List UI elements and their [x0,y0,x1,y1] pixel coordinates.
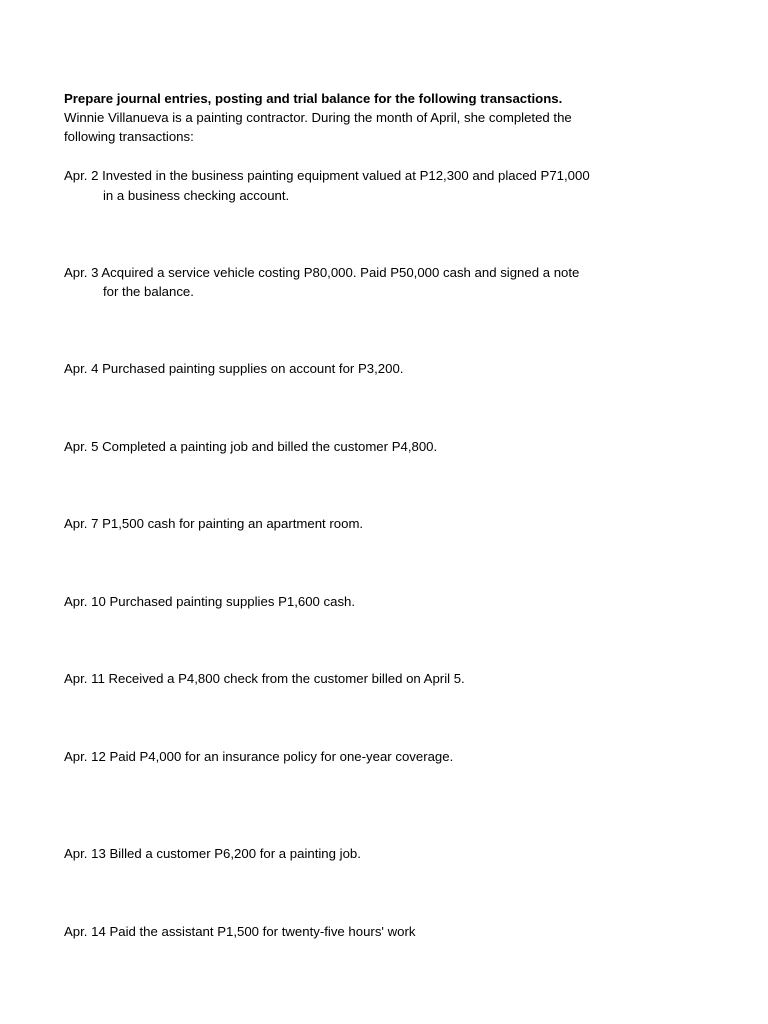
transaction-apr-3-continued: for the balance. [103,284,194,299]
transaction-apr-2-continued: in a business checking account. [103,188,290,203]
intro-text-line-1: Winnie Villanueva is a painting contractor. During the month of April, she completed the [64,110,572,125]
transaction-apr-14: Apr. 14 Paid the assistant P1,500 for twenty-five hours' work [64,924,416,939]
transaction-apr-2: Apr. 2 Invested in the business painting equipment valued at P12,300 and placed P71,000 [64,168,590,183]
transaction-apr-4: Apr. 4 Purchased painting supplies on account for P3,200. [64,361,404,376]
instructions-title: Prepare journal entries, posting and trial balance for the following transactions. [64,91,563,106]
transaction-apr-5: Apr. 5 Completed a painting job and billed the customer P4,800. [64,439,438,454]
transaction-apr-13: Apr. 13 Billed a customer P6,200 for a painting job. [64,846,361,861]
transaction-apr-12: Apr. 12 Paid P4,000 for an insurance policy for one-year coverage. [64,749,454,764]
transaction-apr-7: Apr. 7 P1,500 cash for painting an apartment room. [64,516,364,531]
transaction-apr-3: Apr. 3 Acquired a service vehicle costing P80,000. Paid P50,000 cash and signed a note [64,265,580,280]
transaction-apr-11: Apr. 11 Received a P4,800 check from the customer billed on April 5. [64,671,465,686]
intro-text-line-2: following transactions: [64,129,194,144]
transaction-apr-10: Apr. 10 Purchased painting supplies P1,600 cash. [64,594,356,609]
